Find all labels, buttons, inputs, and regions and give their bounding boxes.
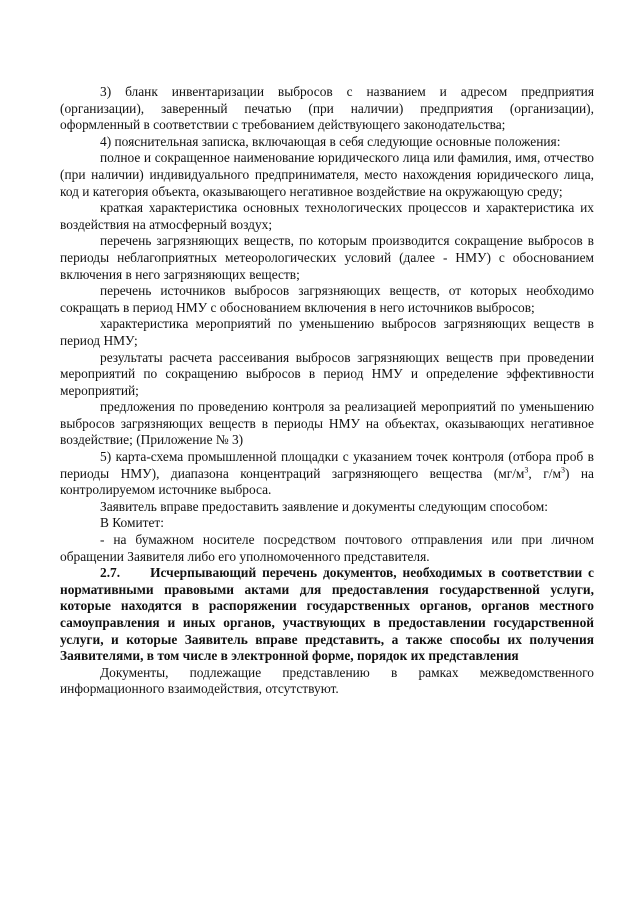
item-3-blank: 3) бланк инвентаризации выбросов с названием и адресом предприятия (организации), заверенный печатью (при наличии) предприятия (организации), оформленный в соответствии с требованием действующего законодательства; [60,84,594,133]
item-4-pollutants: перечень загрязняющих веществ, по которым производится сокращение выбросов в периоды неблагоприятных метеорологических условий (далее - НМУ) с обоснованием включения в него загрязняющих веществ; [60,233,594,282]
item-5-text-3: ) на контролируемом источнике выброса. [60,465,594,498]
item-5-map [60,449,594,499]
interagency-docs: Документы, подлежащие представлению в рамках межведомственного информационного взаимодействия, отсутствуют. [60,664,594,697]
item-5-sup-2: 3 [560,465,565,475]
applicant-right: Заявитель вправе предоставить заявление и документы следующим способом: [100,498,548,514]
paper-option: - на бумажном носителе посредством почтового отправления или при личном обращении Заявителя либо его уполномоченного представителя. [60,532,594,564]
section-2-7 [60,565,594,665]
to-committee: В Комитет: [100,515,164,531]
item-5-sup-1: 3 [524,465,529,475]
item-4-control: предложения по проведению контроля за реализацией мероприятий по уменьшению выбросов загрязняющих веществ в периоды НМУ на объектах, оказывающих негативное воздействие; (Приложение № 3) [60,399,594,448]
item-4-note: 4) пояснительная записка, включающая в себя следующие основные положения: [100,133,561,149]
item-5-text-1: 5) карта-схема промышленной площадки с указанием точек контроля (отбора проб в периоды НМУ), диапазона концентраций загрязняющего вещества (мг/м [60,449,594,481]
section-title: Исчерпывающий перечень документов, необходимых в соответствии с нормативными правовыми актами для предоставления государственной услуги, которые находятся в распоряжении государственных органов, органов местного самоуправления и иных органов, участвующих в предоставлении государственной услуги, и которые Заявитель вправе представить, а также способы их получения Заявителями, в том числе в электронной форме, порядок их представления [60,565,594,664]
item-4-measures: характеристика мероприятий по уменьшению выбросов загрязняющих веществ в период НМУ; [60,316,594,348]
section-number: 2.7. [100,565,121,581]
item-4-name: полное и сокращенное наименование юридического лица или фамилия, имя, отчество (при наличии) индивидуального предпринимателя, место нахождения юридического лица, код и категория объекта, оказывающего негативное воздействие на окружающую среду; [60,150,594,199]
item-4-sources: перечень источников выбросов загрязняющих веществ, от которых необходимо сокращать в период НМУ с обоснованием включения в него источников выбросов; [60,283,594,315]
item-4-processes: краткая характеристика основных технологических процессов и характеристика их воздействия на атмосферный воздух; [60,200,594,232]
item-5-text-2: , г/м [528,465,561,481]
item-4-dispersion: результаты расчета рассеивания выбросов загрязняющих веществ при проведении мероприятий по сокращению выбросов в период НМУ и определение эффективности мероприятий; [60,349,594,398]
